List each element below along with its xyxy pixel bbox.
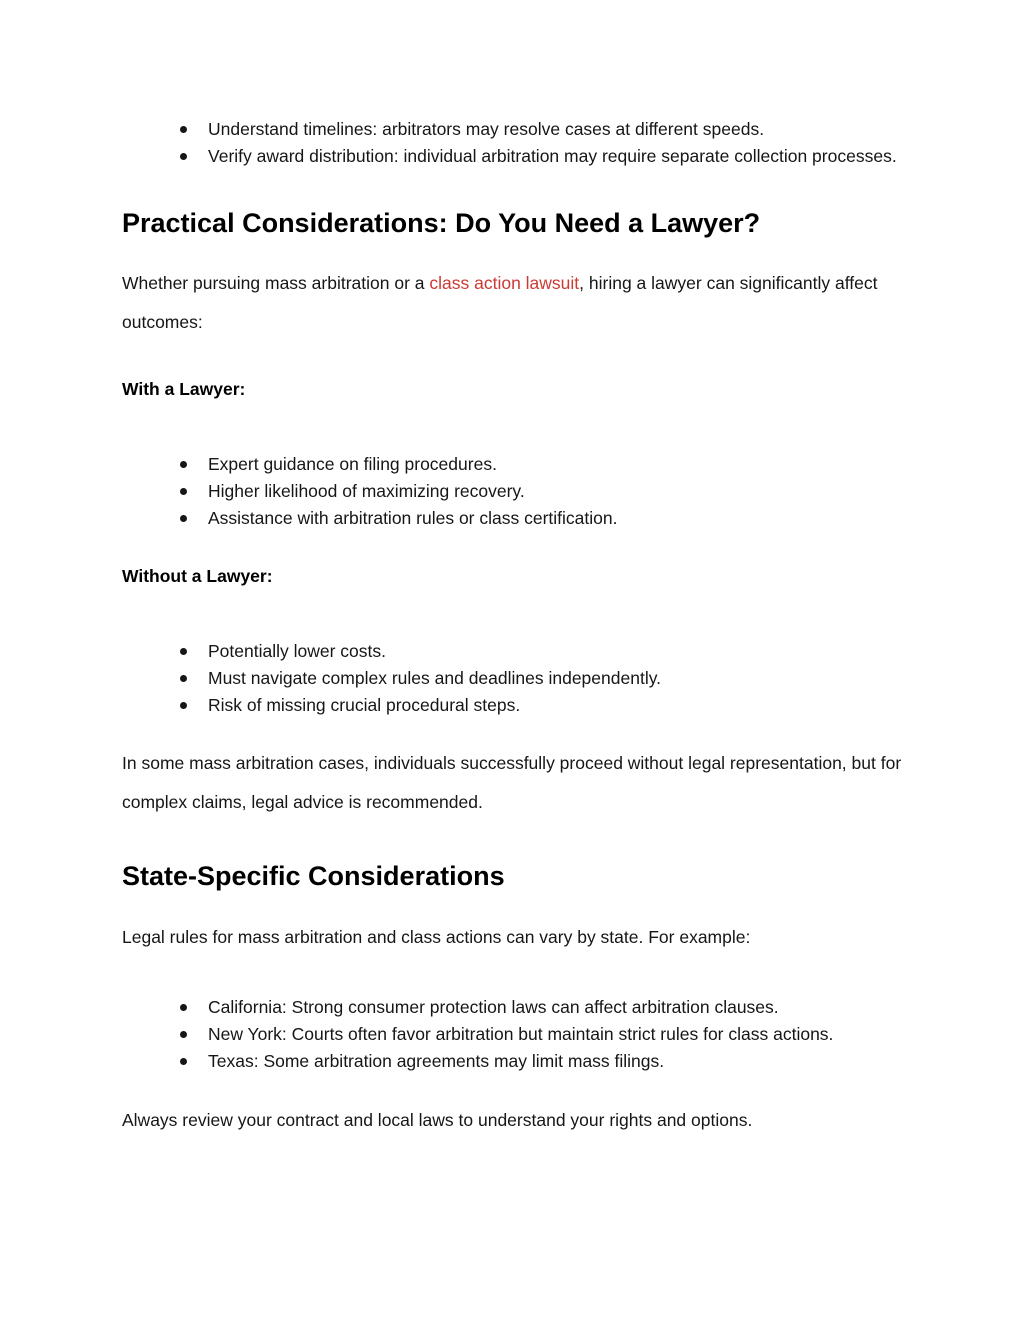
closing-paragraph-section1: In some mass arbitration cases, individuals successfully proceed without legal representation, but for complex claims, legal advice is recommended. — [122, 753, 902, 812]
list-item — [122, 451, 902, 478]
bullet-icon — [180, 126, 187, 133]
subheading-with-lawyer: With a Lawyer: — [122, 379, 246, 399]
paragraph-text: , hiring a lawyer can significantly affect outcomes: — [122, 273, 878, 332]
bullet-icon — [180, 1031, 187, 1038]
section-heading-practical-considerations: Practical Considerations: Do You Need a Lawyer? — [122, 208, 761, 238]
bullet-icon — [180, 488, 187, 495]
bullet-icon — [180, 702, 187, 709]
list-item-text: New York: Courts often favor arbitration but maintain strict rules for class actions. — [208, 1024, 834, 1044]
carryover-bullet-list — [122, 116, 902, 170]
section-heading-state-specific: State-Specific Considerations — [122, 861, 505, 891]
list-item — [122, 665, 902, 692]
list-item — [122, 692, 902, 719]
bullet-icon — [180, 1058, 187, 1065]
bullet-icon — [180, 648, 187, 655]
bullet-icon — [180, 461, 187, 468]
with-lawyer-bullet-list — [122, 451, 902, 532]
intro-paragraph-section2: Legal rules for mass arbitration and class actions can vary by state. For example: — [122, 927, 751, 947]
bullet-icon — [180, 1004, 187, 1011]
without-lawyer-bullet-list — [122, 638, 902, 719]
list-item — [122, 1048, 902, 1075]
list-item-text: Potentially lower costs. — [208, 641, 386, 661]
bullet-icon — [180, 153, 187, 160]
closing-paragraph-section2: Always review your contract and local laws to understand your rights and options. — [122, 1110, 753, 1130]
bullet-icon — [180, 515, 187, 522]
list-item-text: Risk of missing crucial procedural steps. — [208, 695, 521, 715]
list-item-text: Must navigate complex rules and deadlines independently. — [208, 668, 662, 688]
list-item-text: Understand timelines: arbitrators may resolve cases at different speeds. — [208, 119, 765, 139]
list-item — [122, 1021, 902, 1048]
list-item-text: Assistance with arbitration rules or class certification. — [208, 508, 618, 528]
list-item — [122, 143, 902, 170]
list-item-text: Expert guidance on filing procedures. — [208, 454, 497, 474]
list-item-text: California: Strong consumer protection laws can affect arbitration clauses. — [208, 997, 779, 1017]
list-item — [122, 116, 902, 143]
intro-paragraph — [122, 264, 902, 342]
list-item-text: Verify award distribution: individual arbitration may require separate collection processes. — [208, 146, 897, 166]
paragraph-text: Whether pursuing mass arbitration or a — [122, 273, 430, 293]
states-bullet-list — [122, 994, 902, 1075]
subheading-without-lawyer: Without a Lawyer: — [122, 566, 273, 586]
list-item — [122, 638, 902, 665]
list-item — [122, 478, 902, 505]
list-item-text: Texas: Some arbitration agreements may limit mass filings. — [208, 1051, 665, 1071]
bullet-icon — [180, 675, 187, 682]
class-action-lawsuit-link[interactable]: class action lawsuit — [429, 273, 580, 293]
list-item-text: Higher likelihood of maximizing recovery. — [208, 481, 525, 501]
list-item — [122, 505, 902, 532]
list-item — [122, 994, 902, 1021]
